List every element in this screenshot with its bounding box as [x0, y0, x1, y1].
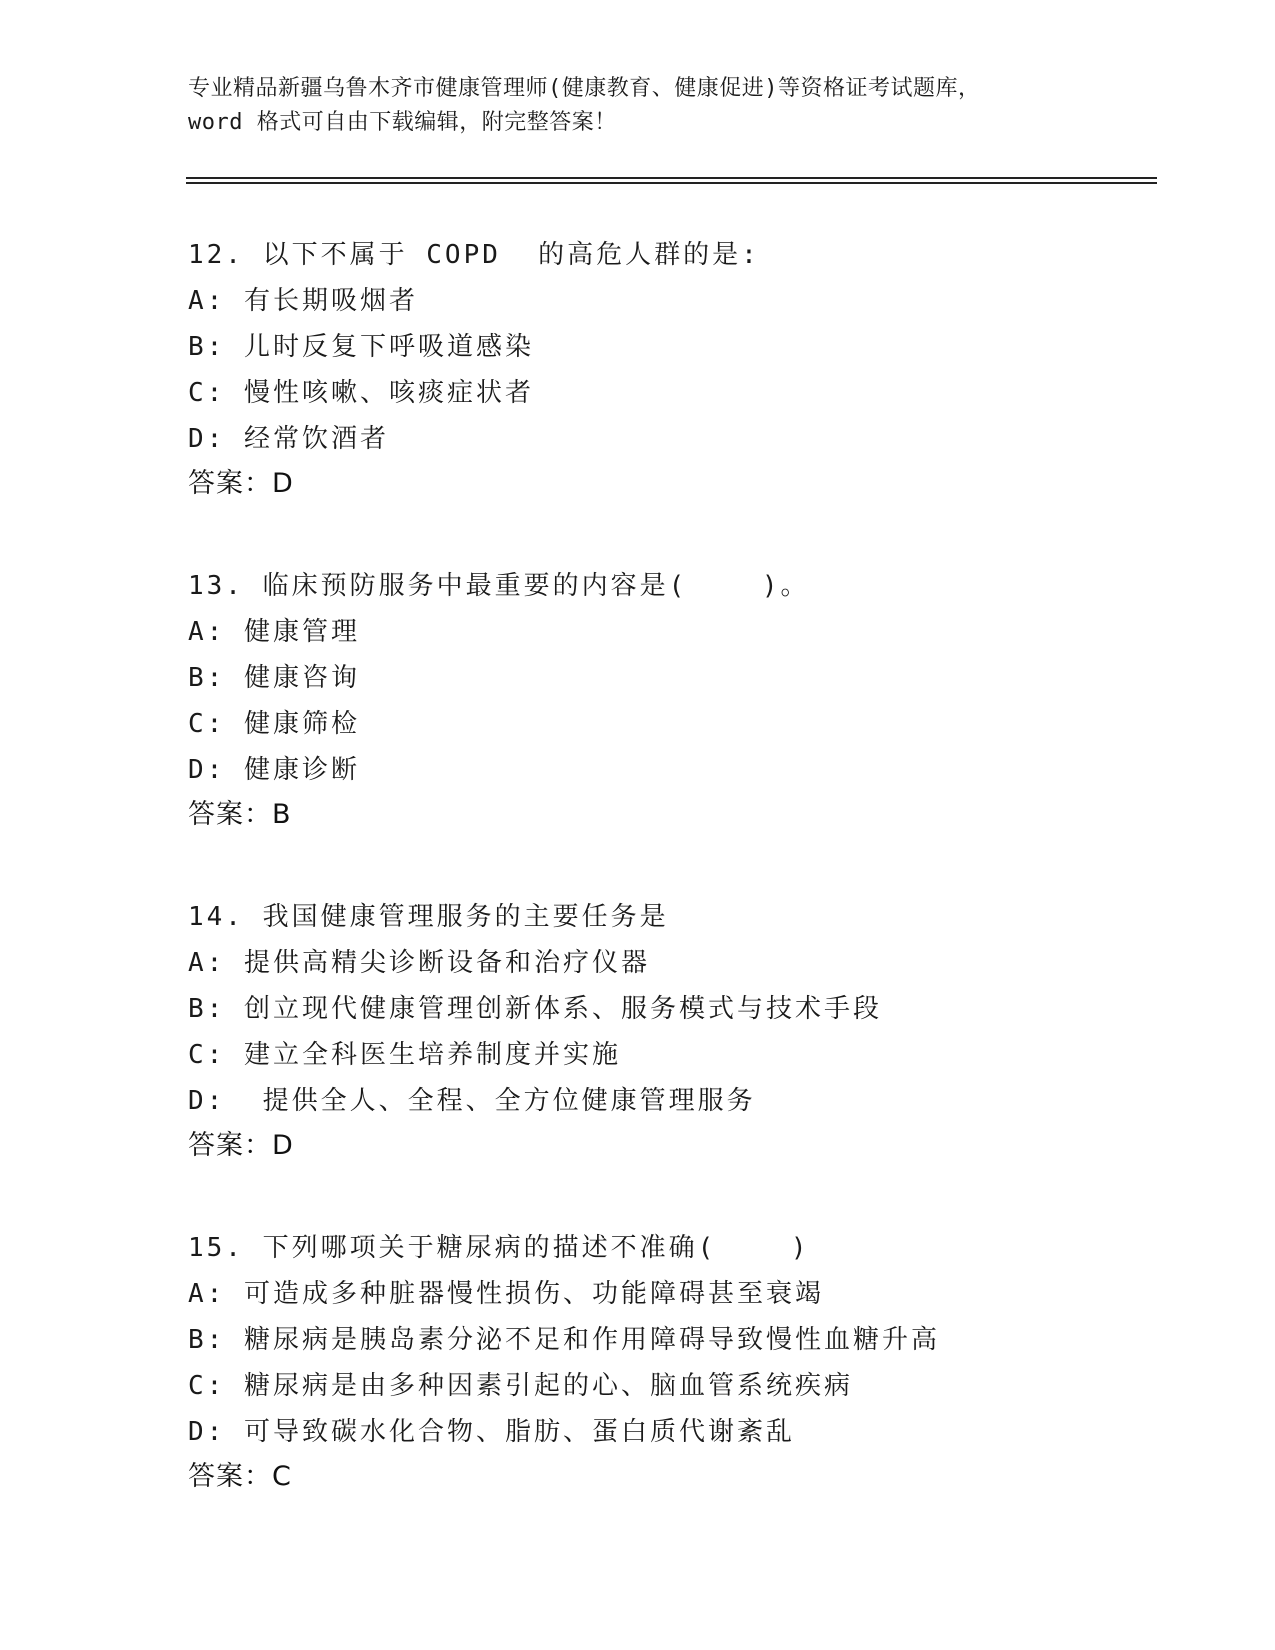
option-a: A: 可造成多种脏器慢性损伤、功能障碍甚至衰竭	[188, 1279, 824, 1309]
header-line-1: 专业精品新疆乌鲁木齐市健康管理师(健康教育、健康促进)等资格证考试题库，	[188, 76, 981, 101]
question-text: 15. 下列哪项关于糖尿病的描述不准确( )	[188, 1233, 810, 1263]
option-c: C: 健康筛检	[188, 709, 360, 739]
option-d: D: 经常饮酒者	[188, 424, 389, 454]
option-c: C: 慢性咳嗽、咳痰症状者	[188, 378, 534, 408]
question-item	[188, 894, 1188, 1168]
question-item	[188, 232, 1188, 506]
question-text: 12. 以下不属于 COPD 的高危人群的是:	[188, 240, 760, 270]
option-b: B: 创立现代健康管理创新体系、服务模式与技术手段	[188, 994, 882, 1024]
question-text: 13. 临床预防服务中最重要的内容是( )。	[188, 571, 810, 601]
answer-text: 答案：B	[188, 799, 292, 830]
answer-text: 答案：D	[188, 1130, 294, 1161]
document-header	[188, 72, 1148, 140]
divider-line-top	[186, 177, 1157, 179]
option-b: B: 儿时反复下呼吸道感染	[188, 332, 534, 362]
question-item	[188, 563, 1188, 837]
option-c: C: 建立全科医生培养制度并实施	[188, 1040, 621, 1070]
option-d: D: 提供全人、全程、全方位健康管理服务	[188, 1086, 756, 1116]
option-b: B: 糖尿病是胰岛素分泌不足和作用障碍导致慢性血糖升高	[188, 1325, 940, 1355]
option-a: A: 有长期吸烟者	[188, 286, 418, 316]
header-divider	[186, 177, 1157, 184]
question-list	[188, 232, 1188, 1556]
option-b: B: 健康咨询	[188, 663, 360, 693]
answer-text: 答案：C	[188, 1461, 292, 1492]
option-c: C: 糖尿病是由多种因素引起的心、脑血管系统疾病	[188, 1371, 853, 1401]
answer-text: 答案：D	[188, 468, 294, 499]
header-line-2: word 格式可自由下载编辑，附完整答案！	[188, 110, 617, 135]
option-d: D: 可导致碳水化合物、脂肪、蛋白质代谢紊乱	[188, 1417, 795, 1447]
option-a: A: 健康管理	[188, 617, 360, 647]
option-a: A: 提供高精尖诊断设备和治疗仪器	[188, 948, 650, 978]
divider-line-bottom	[186, 182, 1157, 184]
question-item	[188, 1225, 1188, 1499]
option-d: D: 健康诊断	[188, 755, 360, 785]
question-text: 14. 我国健康管理服务的主要任务是	[188, 902, 669, 932]
